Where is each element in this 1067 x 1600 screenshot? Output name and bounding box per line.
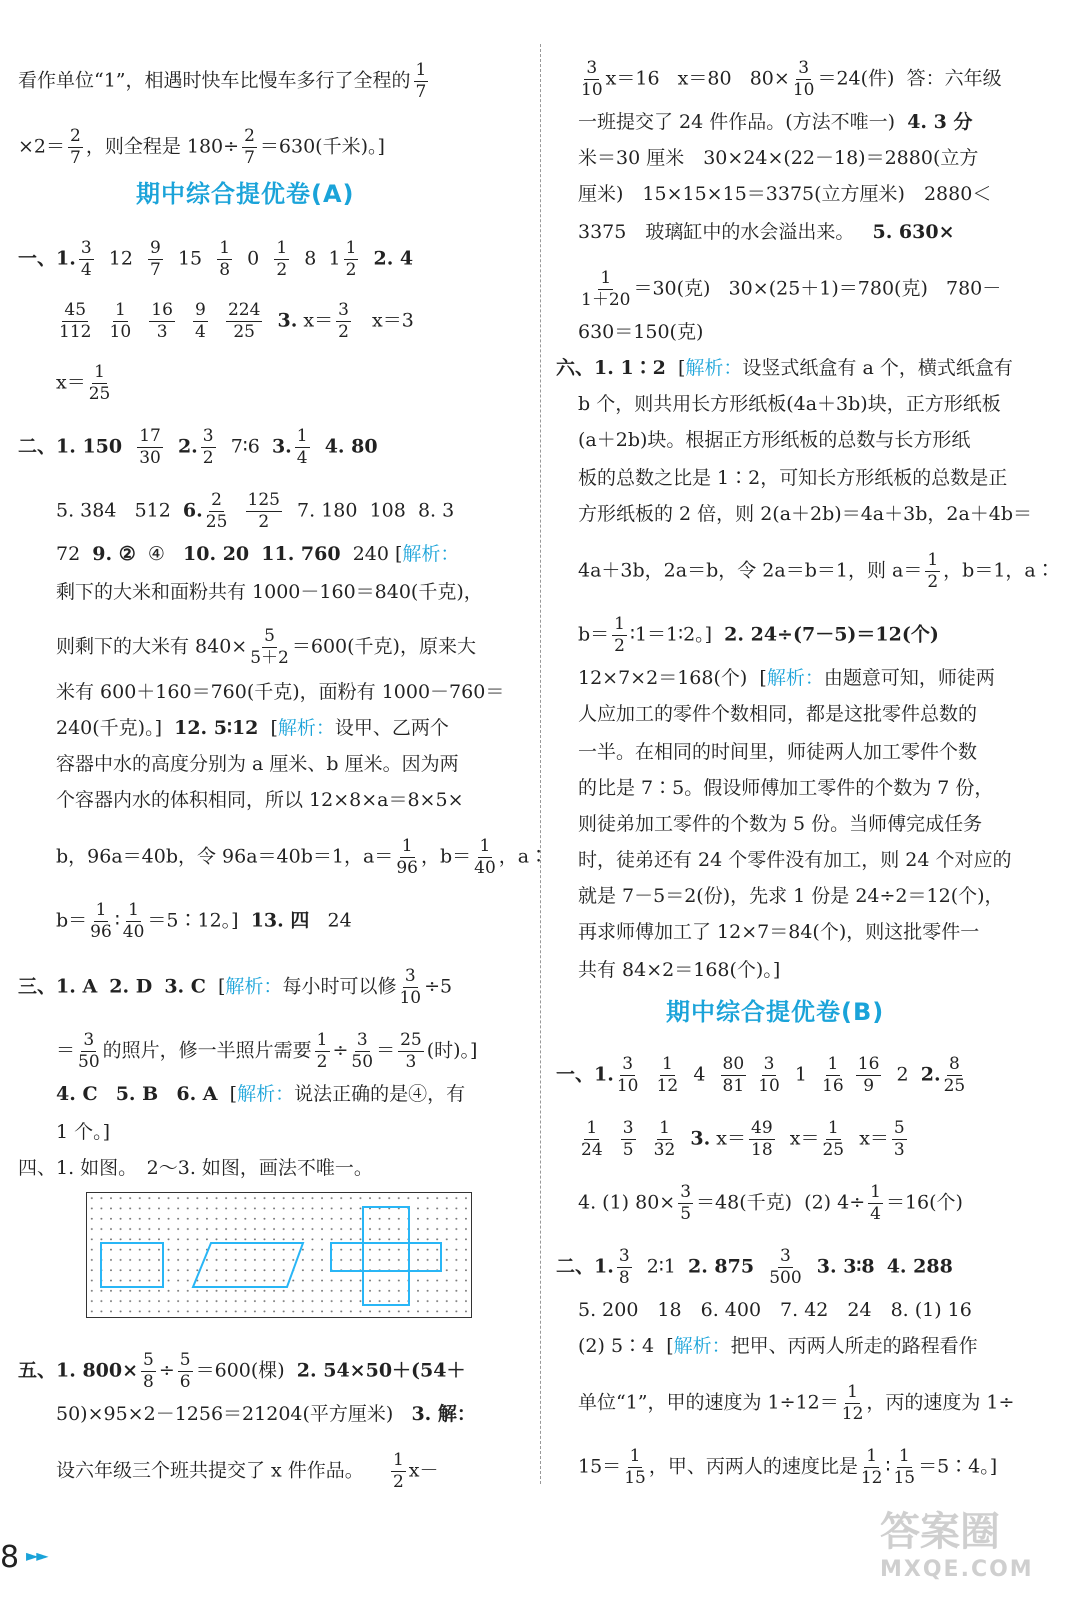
denominator: 10 (616, 1076, 639, 1096)
fraction (749, 1118, 775, 1161)
cube-net-shape (331, 1207, 441, 1305)
fraction (657, 1054, 679, 1097)
analysis-label: 解析： (673, 1335, 731, 1357)
text-line: 则剩下的大米有 840× $\frac{5}{5+2}$ ＝600(千克)，原来大 (56, 626, 476, 668)
denominator: 25 (943, 1076, 966, 1096)
denominator: 40 (122, 922, 145, 942)
denominator: 8 (143, 1372, 154, 1392)
denominator: 50 (78, 1052, 100, 1072)
numerator: 25 (400, 1030, 422, 1050)
denominator: 3 (893, 1140, 905, 1160)
numerator: 1 (659, 1118, 670, 1138)
text-line: $\frac{1}{1+20}$ ＝30(克) 30×(25＋1)＝780(克) 780－ (581, 268, 1002, 310)
denominator: 96 (90, 922, 112, 942)
fraction (110, 300, 132, 343)
text-line: 三、1. A 2. D 3. C [解析：每小时可以修 $\frac{3}{10}$ ÷5 (18, 966, 453, 1008)
numerator: 1 (866, 1446, 878, 1466)
denominator: 7 (244, 148, 255, 168)
fraction (621, 1118, 636, 1161)
numerator: 2 (211, 490, 222, 510)
denominator: 12 (656, 1076, 679, 1096)
fraction (617, 1246, 632, 1289)
numerator: 1 (219, 238, 231, 258)
denominator: 7 (415, 82, 427, 102)
rectangle-shape (101, 1243, 163, 1287)
text-line: 剩下的大米和面粉共有 1000－160＝840(千克)， (56, 581, 483, 603)
fraction (148, 238, 163, 281)
denominator: 4 (195, 322, 206, 342)
fraction (250, 626, 289, 669)
text-line: 时，徒弟还有 24 个零件没有加工，则 24 个对应的 (578, 849, 1012, 871)
denominator: 6 (179, 1372, 191, 1392)
denominator: 2 (276, 260, 288, 280)
text-line: 米有 600＋160＝760(千克)，面粉有 1000－760＝ (56, 681, 505, 703)
fraction (242, 126, 257, 169)
fraction (944, 1054, 966, 1097)
fraction (758, 1054, 780, 1097)
analysis-label: 解析： (766, 667, 824, 689)
text-line: 就是 7－5＝2(份)，先求 1 份是 24÷2＝12(个)， (578, 885, 1004, 907)
numerator: 1 (94, 362, 105, 382)
text-line: 240(千克)。] 12. 5∶12 [解析：设甲、乙两个 (56, 717, 449, 739)
numerator: 1 (661, 1054, 673, 1074)
numerator: 3 (618, 1246, 630, 1266)
denominator: 2 (316, 1052, 328, 1072)
text-line: 看作单位“1”，相遇时快车比慢车多行了全程的 $\frac{1}{7}$ (18, 60, 427, 102)
fraction (90, 900, 112, 943)
numerator: 3 (798, 58, 810, 78)
text-line: 设六年级三个班共提交了 x 件作品。 $\frac{1}{2}$ x－ (56, 1450, 439, 1492)
numerator: 5 (143, 1350, 154, 1370)
numerator: 80 (722, 1054, 745, 1074)
denominator: 25 (205, 512, 228, 532)
fraction (336, 300, 351, 343)
numerator: 5 (264, 626, 275, 646)
text-line: 一、1. $\frac{3}{10}$ $\frac{1}{12}$ 4 $\frac{80}{81}$ $\frac{3}{10}$ 1 $\frac{1}{16}$ $\frac{16}{9}$ 2 2. $\frac{8}{25}$ (556, 1054, 966, 1096)
denominator: 5 (622, 1140, 634, 1160)
denominator: 10 (581, 80, 603, 100)
numerator: 3 (763, 1054, 775, 1074)
denominator: 3 (405, 1052, 417, 1072)
fraction (822, 1054, 844, 1097)
denominator: 8 (618, 1268, 630, 1288)
fraction (137, 426, 163, 469)
denominator: 5 (680, 1204, 692, 1224)
text-line: 人应加工的零件个数相同，都是这批零件总数的 (578, 703, 978, 725)
numerator: 9 (195, 300, 206, 320)
text-line: 五、1. 800× $\frac{5}{8}$ ÷ $\frac{5}{6}$ ＝600(棵) 2. 54×50＋(54＋ (18, 1350, 466, 1392)
fraction (217, 238, 232, 281)
analysis-label: 解析： (237, 1083, 295, 1105)
denominator: 40 (474, 858, 496, 878)
section-title-a: 期中综合提优卷(A) (136, 180, 355, 208)
denominator: 12 (860, 1468, 883, 1488)
grid-drawing (87, 1193, 471, 1317)
denominator: 3 (156, 322, 168, 342)
numerator: 3 (83, 1030, 95, 1050)
text-line: 容器中水的高度分别为 a 厘米、b 厘米。因为两 (56, 753, 459, 775)
denominator: 1＋20 (581, 290, 631, 310)
denominator: 24 (581, 1140, 603, 1160)
fraction (149, 300, 175, 343)
numerator: 1 (415, 60, 427, 80)
denominator: 4 (296, 448, 308, 468)
denominator: 2 (202, 448, 214, 468)
numerator: 16 (857, 1054, 880, 1074)
dot-grid-figure (86, 1192, 472, 1318)
text-line: 板的总数之比是 1∶2，可知长方形纸板的总数是正 (578, 467, 1008, 489)
numerator: 1 (600, 268, 612, 288)
text-line: 1 个。] (56, 1121, 111, 1143)
denominator: 16 (822, 1076, 844, 1096)
text-line: 的比是 7∶5。假设师傅加工零件的个数为 7 份， (578, 777, 994, 799)
denominator: 8 (219, 260, 231, 280)
denominator: 10 (758, 1076, 780, 1096)
fraction (868, 1182, 883, 1225)
text-line: 5. 384 512 6. $\frac{2}{25}$ $\frac{125}{2}$ 7. 180 108 8. 3 (56, 490, 455, 532)
section-title-b: 期中综合提优卷(B) (666, 998, 885, 1026)
numerator: 224 (227, 300, 261, 320)
text-line: 四、1. 如图。 2～3. 如图，画法不唯一。 (18, 1157, 373, 1179)
text-line: b 个，则共用长方形纸板(4a＋3b)块，正方形纸板 (578, 393, 1001, 415)
fraction (842, 1382, 864, 1425)
denominator: 32 (653, 1140, 676, 1160)
denominator: 25 (233, 322, 255, 342)
text-line: b＝ $\frac{1}{96}$ ∶ $\frac{1}{40}$ ＝5∶12。] 13. 四 24 (56, 900, 352, 942)
text-line: 共有 84×2＝168(个)。] (578, 959, 781, 981)
fraction (822, 1118, 844, 1161)
text-line: 72 9. ② ④ 10. 20 11. 760 240 [解析： (56, 543, 460, 565)
fraction (769, 1246, 801, 1289)
fraction (396, 836, 418, 879)
denominator: 7 (70, 148, 81, 168)
numerator: 1 (479, 836, 491, 856)
text-line: 12×7×2＝168(个) [解析：由题意可知，师徒两 (578, 667, 995, 689)
numerator: 1 (296, 426, 308, 446)
text-line: 630＝150(克) (578, 321, 704, 343)
numerator: 3 (622, 1118, 634, 1138)
text-line: 米＝30 厘米 30×24×(22－18)＝2880(立方 (578, 147, 979, 169)
fraction (617, 1054, 639, 1097)
numerator: 1 (614, 614, 625, 634)
denominator: 30 (139, 448, 161, 468)
numerator: 1 (898, 1446, 910, 1466)
analysis-label: 解析： (225, 975, 283, 998)
text-line: b＝ $\frac{1}{2}$ ∶1＝1∶2。] 2. 24÷(7－5)＝12(个) (578, 614, 939, 656)
denominator: 4 (870, 1204, 881, 1224)
numerator: 3 (80, 238, 92, 258)
text-line: $\frac{1}{24}$ $\frac{3}{5}$ $\frac{1}{32}$ 3. x＝ $\frac{49}{18}$ x＝ $\frac{1}{25}$ x＝ $\frac{5}{3}$ (581, 1118, 905, 1160)
numerator: 1 (401, 836, 413, 856)
fraction (315, 1030, 330, 1073)
text-line: 一、1. $\frac{3}{4}$ 12 $\frac{9}{7}$ 15 $\frac{1}{8}$ 0 $\frac{1}{2}$ 8 1 $\frac{1}{2}$ 2. 4 (18, 238, 414, 280)
denominator: 81 (722, 1076, 745, 1096)
fraction (678, 1182, 693, 1225)
numerator: 1 (586, 1118, 598, 1138)
denominator: 15 (893, 1468, 916, 1488)
denominator: 10 (399, 988, 422, 1008)
fraction (201, 426, 216, 469)
numerator: 8 (948, 1054, 960, 1074)
text-line: 4. (1) 80× $\frac{3}{5}$ ＝48(千克) (2) 4÷ $\frac{1}{4}$ ＝16(个) (578, 1182, 963, 1224)
fraction (391, 1450, 406, 1493)
numerator: 1 (629, 1446, 641, 1466)
watermark-logo: 答案圈 (880, 1509, 1000, 1555)
denominator: 9 (863, 1076, 875, 1096)
text-line: 方形纸板的 2 倍，则 2(a＋2b)＝4a＋3b，2a＋4b＝ (578, 503, 1033, 525)
text-line: 则徒弟加工零件的个数为 5 份。当师傅完成任务 (578, 813, 983, 835)
denominator: 12 (841, 1404, 864, 1424)
parallelogram-shape (193, 1243, 303, 1287)
denominator: 500 (769, 1268, 802, 1288)
text-line: (2) 5∶4 [解析：把甲、丙两人所走的路程看作 (578, 1335, 978, 1357)
numerator: 1 (128, 900, 139, 920)
fraction (193, 300, 208, 343)
fraction (351, 1030, 373, 1073)
denominator: 10 (109, 322, 132, 342)
fraction (861, 1446, 883, 1489)
fraction (344, 238, 359, 281)
text-line: x＝ $\frac{1}{25}$ (56, 362, 111, 404)
numerator: 1 (927, 550, 939, 570)
denominator: 4 (80, 260, 92, 280)
numerator: 1 (316, 1030, 328, 1050)
denominator: 7 (150, 260, 161, 280)
denominator: 2 (345, 260, 357, 280)
numerator: 1 (847, 1382, 858, 1402)
numerator: 3 (404, 966, 416, 986)
numerator: 9 (150, 238, 161, 258)
fraction (68, 126, 83, 169)
analysis-label: 解析： (277, 717, 335, 739)
text-line: (a＋2b)块。根据正方形纸板的总数与长方形纸 (578, 429, 971, 451)
arrow-icon: ►► (26, 1546, 47, 1565)
watermark (880, 1500, 1034, 1582)
text-line: 二、1. 150 $\frac{17}{30}$ 2. $\frac{3}{2}$ 7∶6 3. $\frac{1}{4}$ 4. 80 (18, 426, 378, 468)
numerator: 3 (338, 300, 349, 320)
fraction (274, 238, 289, 281)
fraction (123, 900, 145, 943)
denominator: 15 (624, 1468, 646, 1488)
fraction (295, 426, 310, 469)
numerator: 45 (64, 300, 87, 320)
text-line: 六、1. 1∶2 [解析：设竖式纸盒有 a 个，横式纸盒有 (556, 357, 1013, 379)
fraction (226, 300, 262, 343)
text-line: 二、1. $\frac{3}{8}$ 2∶1 2. 875 $\frac{3}{500}$ 3. 3∶8 4. 288 (556, 1246, 953, 1288)
numerator: 3 (780, 1246, 791, 1266)
fraction (893, 1446, 915, 1489)
fraction (624, 1446, 646, 1489)
numerator: 17 (139, 426, 161, 446)
column-divider (540, 44, 541, 1484)
text-line: $\frac{45}{112}$ $\frac{1}{10}$ $\frac{16}{3}$ $\frac{9}{4}$ $\frac{224}{25}$ 3. x＝ $\frac{3}{2}$ x＝3 (59, 300, 414, 342)
text-line: 一班提交了 24 件作品。(方法不唯一) 4. 3 分 (578, 111, 973, 133)
denominator: 2 (614, 636, 625, 656)
numerator: 125 (247, 490, 280, 510)
fraction (612, 614, 627, 657)
text-line: 50)×95×2－1256＝21204(平方厘米) 3. 解： (56, 1403, 476, 1425)
numerator: 3 (202, 426, 214, 446)
text-line: 5. 200 18 6. 400 7. 42 24 8. (1) 16 (578, 1299, 972, 1321)
analysis-label: 解析： (685, 357, 743, 379)
text-line: b，96a＝40b，令 96a＝40b＝1，a＝ $\frac{1}{96}$ ，b＝ $\frac{1}{40}$ ，a∶ (56, 836, 549, 878)
text-line: 再求师傅加工了 12×7＝84(个)，则这批零件一 (578, 921, 980, 943)
text-line: $\frac{3}{10}$ x＝16 x＝80 80× $\frac{3}{10}$ ＝24(件) 答：六年级 (581, 58, 1002, 100)
fraction (399, 966, 421, 1009)
text-line: 厘米) 15×15×15＝3375(立方厘米) 2880＜ (578, 183, 992, 205)
denominator: 112 (59, 322, 92, 342)
text-line: 一半。在相同的时间里，师徒两人加工零件个数 (578, 741, 978, 763)
numerator: 2 (70, 126, 81, 146)
numerator: 2 (244, 126, 255, 146)
fraction (79, 238, 94, 281)
numerator: 1 (114, 300, 126, 320)
denominator: 50 (351, 1052, 374, 1072)
fraction (78, 1030, 100, 1073)
text-line: 3375 玻璃缸中的水会溢出来。 5. 630× (578, 221, 955, 243)
fraction (246, 490, 282, 533)
numerator: 3 (622, 1054, 634, 1074)
denominator: 2 (258, 512, 270, 532)
numerator: 1 (276, 238, 288, 258)
fraction (206, 490, 228, 533)
fraction (721, 1054, 747, 1097)
text-line: ×2＝ $\frac{2}{7}$ ，则全程是 180÷ $\frac{2}{7}$ ＝630(千米)。] (18, 126, 385, 168)
numerator: 3 (680, 1182, 692, 1202)
numerator: 49 (751, 1118, 773, 1138)
numerator: 1 (392, 1450, 404, 1470)
fraction (178, 1350, 193, 1393)
denominator: 2 (927, 572, 939, 592)
fraction (892, 1118, 907, 1161)
numerator: 16 (151, 300, 173, 320)
denominator: 10 (792, 80, 815, 100)
numerator: 3 (356, 1030, 368, 1050)
numerator: 1 (345, 238, 357, 258)
analysis-label: 解析： (402, 543, 460, 565)
denominator: 18 (751, 1140, 773, 1160)
numerator: 1 (827, 1054, 839, 1074)
fraction (581, 268, 630, 311)
text-line: 4. C 5. B 6. A [解析：说法正确的是④，有 (56, 1083, 466, 1105)
fraction (793, 58, 815, 101)
watermark-url: MXQE.COM (880, 1557, 1034, 1582)
fraction (581, 58, 603, 101)
fraction (141, 1350, 156, 1393)
numerator: 1 (827, 1118, 839, 1138)
numerator: 1 (870, 1182, 881, 1202)
numerator: 5 (179, 1350, 191, 1370)
numerator: 1 (95, 900, 107, 920)
fraction (398, 1030, 424, 1073)
fraction (89, 362, 111, 405)
fraction (856, 1054, 882, 1097)
fraction (654, 1118, 676, 1161)
text-line: ＝ $\frac{3}{50}$ 的照片，修一半照片需要 $\frac{1}{2}$ ÷ $\frac{3}{50}$ ＝ $\frac{25}{3}$ (时)。] (56, 1030, 478, 1072)
page-number: 8 (0, 1540, 20, 1575)
fraction (414, 60, 429, 103)
fraction (474, 836, 496, 879)
numerator: 3 (586, 58, 598, 78)
fraction (925, 550, 940, 593)
numerator: 5 (893, 1118, 905, 1138)
denominator: 2 (392, 1472, 404, 1492)
denominator: 96 (396, 858, 418, 878)
text-line: 4a＋3b，2a＝b，令 2a＝b＝1，则 a＝ $\frac{1}{2}$ ，b＝1，a∶ (578, 550, 1055, 592)
denominator: 5＋2 (250, 648, 289, 668)
text-line: 单位“1”，甲的速度为 1÷12＝ $\frac{1}{12}$ ，丙的速度为 1÷ (578, 1382, 1015, 1424)
denominator: 25 (822, 1140, 845, 1160)
denominator: 25 (88, 384, 111, 404)
text-line: 15＝ $\frac{1}{15}$ ，甲、丙两人的速度比是 $\frac{1}{12}$ ∶ $\frac{1}{15}$ ＝5∶4。] (578, 1446, 998, 1488)
fraction (59, 300, 91, 343)
fraction (581, 1118, 603, 1161)
denominator: 2 (338, 322, 349, 342)
text-line: 个容器内水的体积相同，所以 12×8×a＝8×5× (56, 789, 464, 811)
